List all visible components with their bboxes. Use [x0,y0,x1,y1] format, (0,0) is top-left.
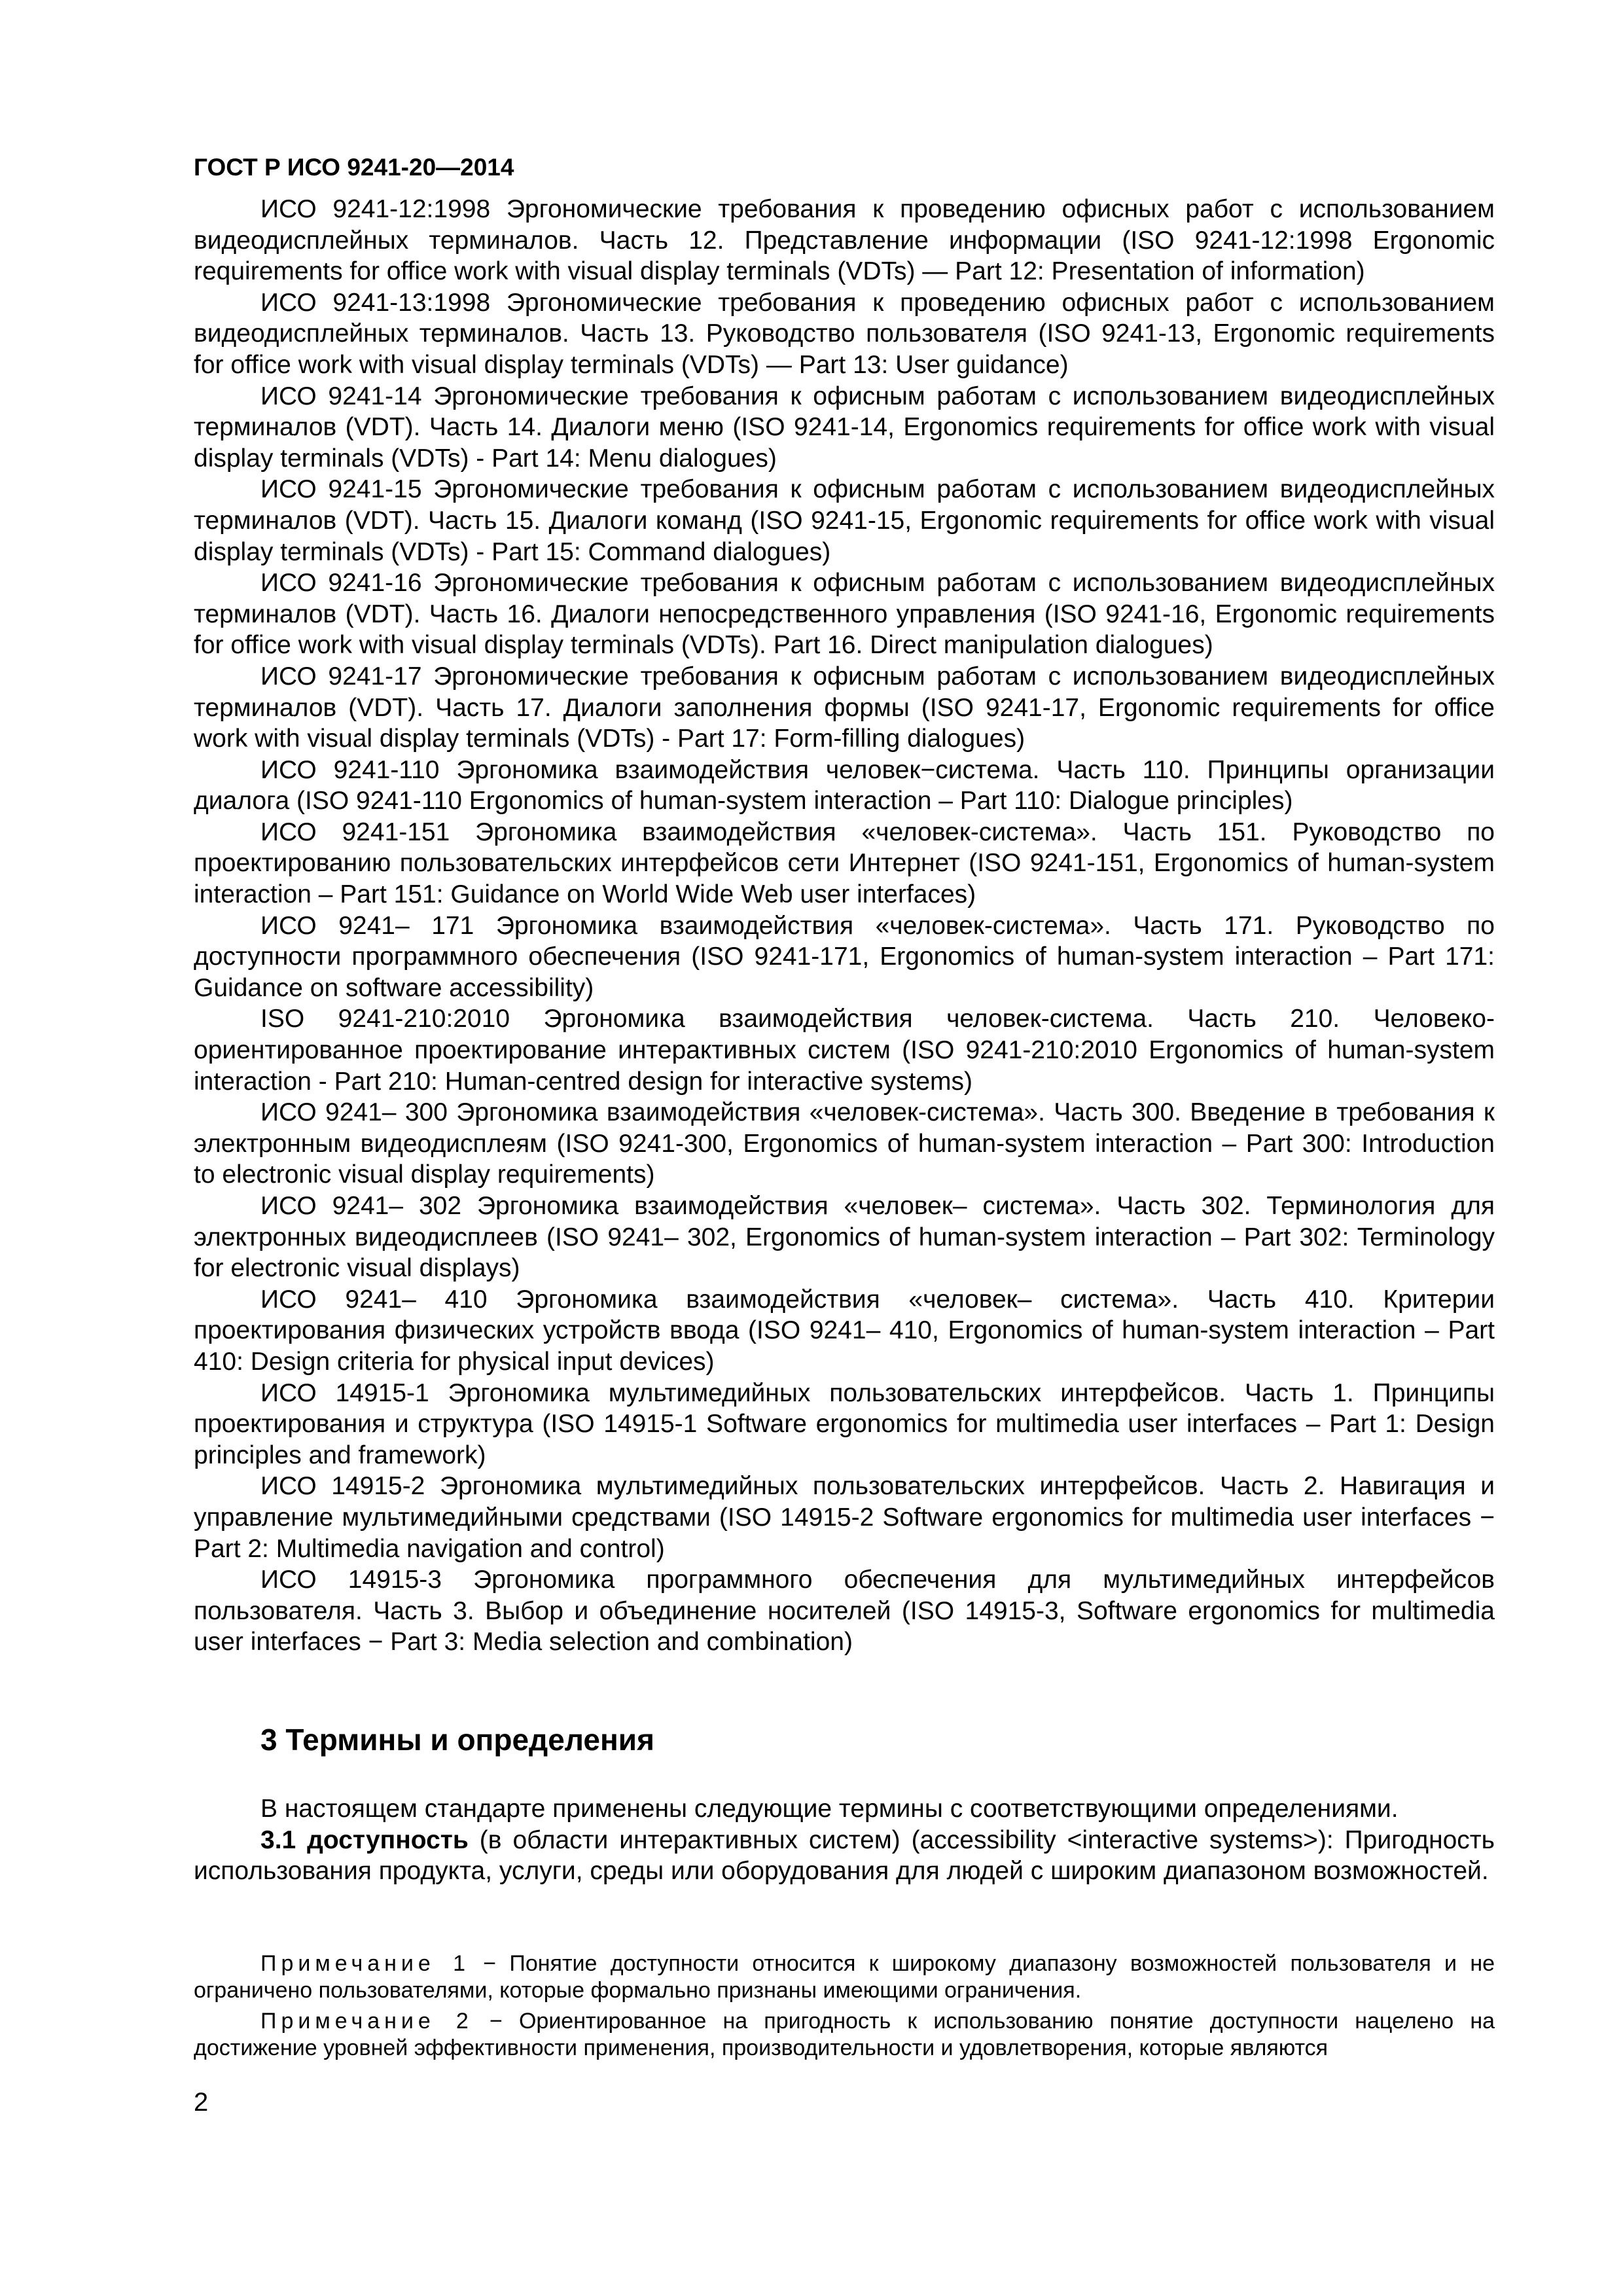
reference-item: ИСО 9241-17 Эргономические требования к офисным работам с использованием видеодисплейных терминалов (VDT). Часть 17. Диалоги заполнения формы (ISO 9241-17, Ergonomic requirements for office work with visual display terminals (VDTs) - Part 17: Form-filling dialogues) [194,662,1495,753]
reference-item: ИСО 9241-110 Эргономика взаимодействия человек−система. Часть 110. Принципы организации диалога (ISO 9241-110 Ergonomics of human-system interaction – Part 110: Dialogue principles) [194,755,1495,816]
reference-item: ИСО 9241– 410 Эргономика взаимодействия «человек– система». Часть 410. Критерии проектирования физических устройств ввода (ISO 9241– 410, Ergonomics of human-system interaction – Part 410: Design criteria for physical input devices) [194,1285,1495,1376]
section-title: 3 Термины и определения [260,1723,654,1757]
note-text: − Понятие доступности относится к широкому диапазону возможностей пользователя и не ограничено пользователями, которые формально признаны имеющими ограничения. [194,1951,1495,2003]
note-label: Примечание 1 [260,1951,470,1976]
reference-item: ИСО 14915-3 Эргономика программного обеспечения для мультимедийных интерфейсов пользователя. Часть 3. Выбор и объединение носителей (ISO 14915-3, Software ergonomics for multimedia user interfaces − Part 3: Media selection and combination) [194,1566,1495,1657]
reference-item: ИСО 9241-12:1998 Эргономические требования к проведению офисных работ с использованием видеодисплейных терминалов. Часть 12. Представление информации (ISO 9241-12:1998 Ergonomic requirements for office work with visual display terminals (VDTs) — Part 12: Presentation of information) [194,195,1495,286]
reference-item: ИСО 9241-16 Эргономические требования к офисным работам с использованием видеодисплейных терминалов (VDT). Часть 16. Диалоги непосредственного управления (ISO 9241-16, Ergonomic requirements for office work with visual display terminals (VDTs). Part 16. Direct manipulation dialogues) [194,569,1495,660]
notes-block [194,1950,1495,2066]
note-item [194,1950,1495,2004]
reference-item: ИСО 9241– 302 Эргономика взаимодействия «человек– система». Часть 302. Терминология для электронных видеодисплеев (ISO 9241– 302, Ergonomics of human-system interaction – Part 302: Terminology for electronic visual displays) [194,1192,1495,1283]
reference-item: ИСО 9241– 300 Эргономика взаимодействия «человек-система». Часть 300. Введение в требования к электронным видеодисплеям (ISO 9241-300, Ergonomics of human-system interaction – Part 300: Introduction to electronic visual display requirements) [194,1098,1495,1189]
term-definition: (в области интерактивных систем) (accessibility <interactive systems>): Пригодность использования продукта, услуги, среды или оборудования для людей с широким диапазоном возможностей. [194,1825,1495,1886]
reference-item: ИСО 9241-151 Эргономика взаимодействия «человек-система». Часть 151. Руководство по проектированию пользовательских интерфейсов сети Интернет (ISO 9241-151, Ergonomics of human-system interaction – Part 151: Guidance on World Wide Web user interfaces) [194,817,1495,909]
reference-item: ИСО 9241-13:1998 Эргономические требования к проведению офисных работ с использованием видеодисплейных терминалов. Часть 13. Руководство пользователя (ISO 9241-13, Ergonomic requirements for office work with visual display terminals (VDTs) — Part 13: User guidance) [194,288,1495,379]
section-intro: В настоящем стандарте применены следующие термины с соответствующими определениями. [260,1795,1399,1823]
reference-item: ИСО 14915-1 Эргономика мультимедийных пользовательских интерфейсов. Часть 1. Принципы проектирования и структура (ISO 14915-1 Software ergonomics for multimedia user interfaces – Part 1: Design principles and framework) [194,1378,1495,1469]
reference-item: ИСО 9241-14 Эргономические требования к офисным работам с использованием видеодисплейных терминалов (VDT). Часть 14. Диалоги меню (ISO 9241-14, Ergonomics requirements for office work with visual display terminals (VDTs) - Part 14: Menu dialogues) [194,382,1495,473]
normative-references-list [194,194,1495,1658]
page-number: 2 [194,2088,209,2117]
reference-item: ИСО 9241-15 Эргономические требования к офисным работам с использованием видеодисплейных терминалов (VDT). Часть 15. Диалоги команд (ISO 9241-15, Ergonomic requirements for office work with visual display terminals (VDTs) - Part 15: Command dialogues) [194,475,1495,566]
document-header: ГОСТ Р ИСО 9241-20—2014 [194,154,514,181]
reference-item: ИСО 14915-2 Эргономика мультимедийных пользовательских интерфейсов. Часть 2. Навигация и управление мультимедийными средствами (ISO 14915-2 Software ergonomics for multimedia user interfaces − Part 2: Multimedia navigation and control) [194,1472,1495,1563]
note-label: Примечание 2 [260,2009,473,2034]
term-name: 3.1 доступность [260,1825,469,1854]
note-item [194,2008,1495,2062]
term-definition-paragraph [194,1825,1495,1887]
note-text: − Ориентированное на пригодность к использованию понятие доступности нацелено на достижение уровней эффективности применения, производительности и удовлетворения, которые являются [194,2009,1495,2060]
section-body [194,1793,1495,1887]
reference-item: ИСО 9241– 171 Эргономика взаимодействия «человек-система». Часть 171. Руководство по доступности программного обеспечения (ISO 9241-171, Ergonomics of human-system interaction – Part 171: Guidance on software accessibility) [194,911,1495,1002]
reference-item: ISO 9241-210:2010 Эргономика взаимодействия человек-система. Часть 210. Человеко-ориентированное проектирование интерактивных систем (ISO 9241-210:2010 Ergonomics of human-system interaction - Part 210: Human-centred design for interactive systems) [194,1005,1495,1096]
